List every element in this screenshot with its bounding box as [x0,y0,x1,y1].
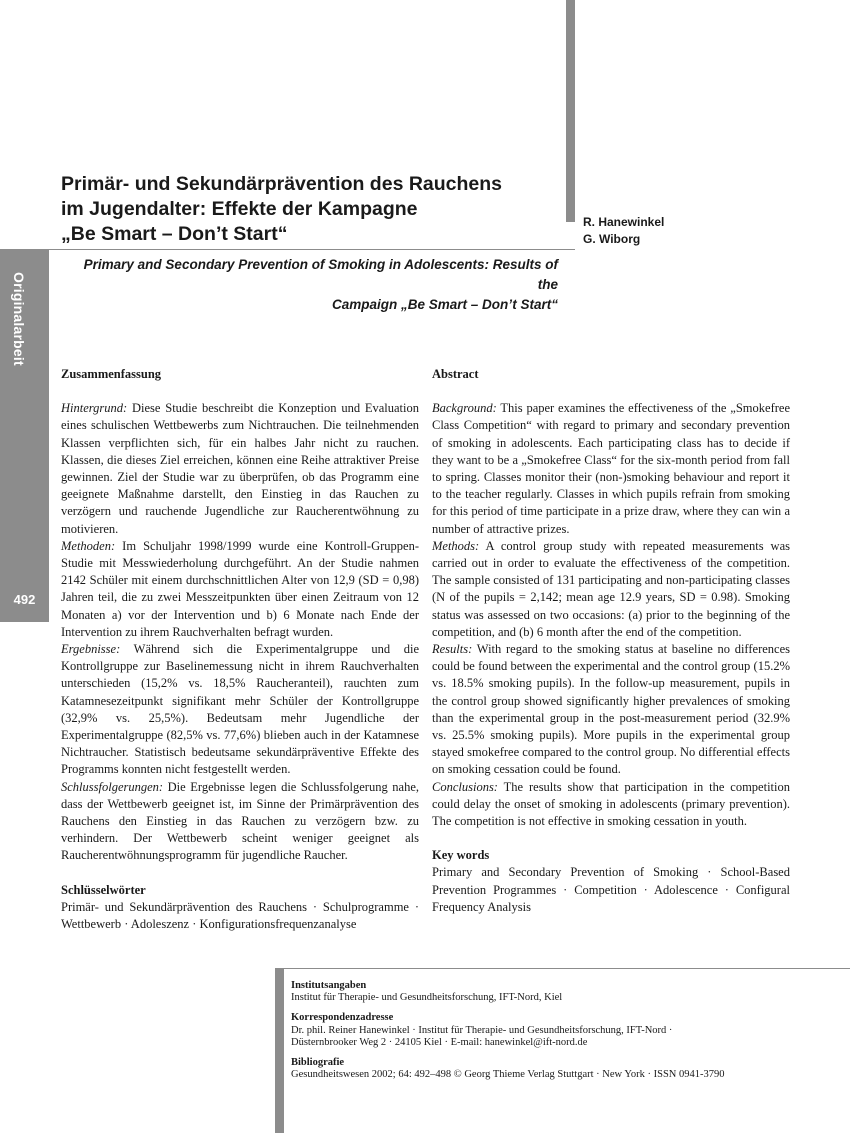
section-label: Ergebnisse: [61,642,121,657]
author-name: R. Hanewinkel [583,215,665,229]
german-abstract-column [61,366,419,933]
section-text: A control group study with repeated measurements was carried out in order to evaluate the effectiveness of the competition. The sample consisted of 131 participating and non-participating classes (N of the pupils = 2,142; mean age 12.9 years, SD = 0.98). Smoking status was assessed on two occasions: (a) prior to the beginning of the competition, and (b) 6 month after the end of the competition. [432,538,790,639]
section-label: Results: [432,642,473,657]
info-box-bar [275,969,284,1133]
abstract-paragraph [61,400,419,538]
section-text: Im Schuljahr 1998/1999 wurde eine Kontroll-Gruppen-Studie mit Messwiederholung durchgeführt. An der Studie nahmen 2142 Schüler mit einem durchschnittlichen Alter von 12,9 (SD = 0,98) Jahren teil, die zu zwei Messzeitpunkten über einen Zeitraum von 12 Monaten a) vor der Intervention und b) 6 Monate nach Ende der Intervention zu ihrem Rauchverhalten befragt wurden. [61,538,419,639]
correspondence-line: Düsternbrooker Weg 2 · 24105 Kiel · E-mail: hanewinkel@ift-nord.de [291,1036,588,1048]
keywords-heading: Schlüsselwörter [61,882,146,897]
section-label: Background: [432,401,497,416]
section-text: This paper examines the effectiveness of the „Smokefree Class Competition“ with regard to primary and secondary prevention of smoking in adolescents. Each participating class has to decide if they want to be a „Smokefree Class“ for the six-month period from fall to spring. Classes monitor their (non-)smoking behaviour and report it to the teacher regularly. Classes in which pupils refrain from smoking for this period of time participate in a prize draw, where they can win a number of attractive prizes. [432,401,790,536]
institution-group [291,980,846,1004]
bibliography-label: Bibliografie [291,1057,345,1069]
section-label: Originalarbeit [11,272,27,366]
abstract-paragraph [432,400,790,538]
keywords-text: Primär- und Sekundärprävention des Rauchens · Schulprogramme · Wettbewerb · Adoleszenz · Konfigurationsfrequenzanalyse [61,899,419,932]
author-list [583,214,664,248]
page-number: 492 [13,592,36,607]
german-abstract-heading: Zusammenfassung [61,367,162,381]
title-underline [0,249,575,250]
section-label: Hintergrund: [61,401,128,416]
title-line: „Be Smart – Don’t Start“ [61,223,288,245]
correspondence-line: Dr. phil. Reiner Hanewinkel · Institut für Therapie- und Gesundheitsforschung, IFT-Nord · [291,1024,673,1036]
title-line: im Jugendalter: Effekte der Kampagne [61,198,418,220]
section-label: Methods: [432,538,480,553]
section-text: The results show that participation in the competition could delay the onset of smoking in adolescents (primary prevention). The competition is not effective in smoking cessation in youth. [432,779,790,829]
english-title-line: Primary and Secondary Prevention of Smoking in Adolescents: Results of the [83,257,558,292]
abstract-paragraph [432,538,790,641]
bibliography-group [291,1057,846,1081]
english-abstract-heading: Abstract [432,367,479,381]
abstract-paragraph [61,538,419,641]
header-vertical-rule [566,0,575,222]
abstract-paragraph [61,779,419,865]
correspondence-label: Korrespondenzadresse [291,1012,394,1024]
article-title [61,172,561,247]
author-name: G. Wiborg [583,232,641,246]
article-info-box [275,968,850,1133]
english-title [61,255,558,315]
section-text: Diese Studie beschreibt die Konzeption und Evaluation eines schulischen Wettbewerbs zum Nichtrauchen. Die teilnehmenden Klassen verpflichten sich, für ein halbes Jahr nicht zu rauchen. Klassen, die dieses Ziel erreichen, können eine Reihe attraktiver Preise gewinnen. Ziel der Studie war zu überprüfen, ob das Programm eine geeignete Maßnahme darstellt, den Einstieg in das Rauchen zu verzögern und rauchende Jugendliche zur Raucherentwöhnung zu motivieren. [61,401,420,536]
institution-label: Institutsangaben [291,980,367,991]
keywords-heading: Key words [432,848,490,863]
section-text: Während sich die Experimentalgruppe und die Kontrollgruppe zur Baselinemessung nicht in ihrem Rauchverhalten unterschieden (15,2% vs. 18,5% Raucheranteil), rauchten zum Katamnesezeitpunkt signifikant mehr Schüler der Kontrollgruppe (32,9% vs. 25,5%). Bedeutsam mehr Jugendliche der Experimentalgruppe (82,5% vs. 77,6%) blieben auch in der Katamnese Nichtraucher. Statistisch bedeutsame sekundärpräventive Effekte des Programms konnten nicht festgestellt werden. [61,642,419,777]
english-title-line: Campaign „Be Smart – Don’t Start“ [331,297,558,312]
info-box-content [291,980,846,1089]
section-label: Schlussfolgerungen: [61,779,164,794]
abstract-paragraph [432,779,790,831]
keywords-text: Primary and Secondary Prevention of Smoking · School-Based Prevention Programmes · Competition · Adolescence · Configural Frequency Analysis [432,865,790,914]
bibliography-text: Gesundheitswesen 2002; 64: 492–498 © Georg Thieme Verlag Stuttgart · New York · ISSN 0941-3790 [291,1069,725,1081]
section-label: Conclusions: [432,779,498,794]
section-text: With regard to the smoking status at baseline no differences could be found between the experimental and the control group (15.2% vs. 18.5% smoking pupils). In the follow-up measurement, pupils in the control group showed significantly higher prevalences of smoking than the experimental group in the post-measurement period (32.9% vs. 25.5% smoking pupils). More pupils in the experimental group stayed smokefree compared to the control group. No differential effects on smoking cessation could be found. [432,642,790,777]
section-text: Die Ergebnisse legen die Schlussfolgerung nahe, dass der Wettbewerb geeignet ist, im Sinne der Primärprävention des Rauchens den Einstieg in das Rauchen zu verzögern bzw. zu verhindern. Der Wettbewerb scheint weniger geeignet als Raucherentwöhnungsprogramm für jugendliche Raucher. [61,779,420,863]
correspondence-group [291,1012,846,1049]
abstract-paragraph [432,641,790,779]
institution-text: Institut für Therapie- und Gesundheitsforschung, IFT-Nord, Kiel [291,992,563,1004]
english-abstract-column [432,366,790,916]
title-line: Primär- und Sekundärprävention des Rauchens [61,173,503,195]
abstract-paragraph [61,641,419,779]
section-label: Methoden: [61,538,116,553]
